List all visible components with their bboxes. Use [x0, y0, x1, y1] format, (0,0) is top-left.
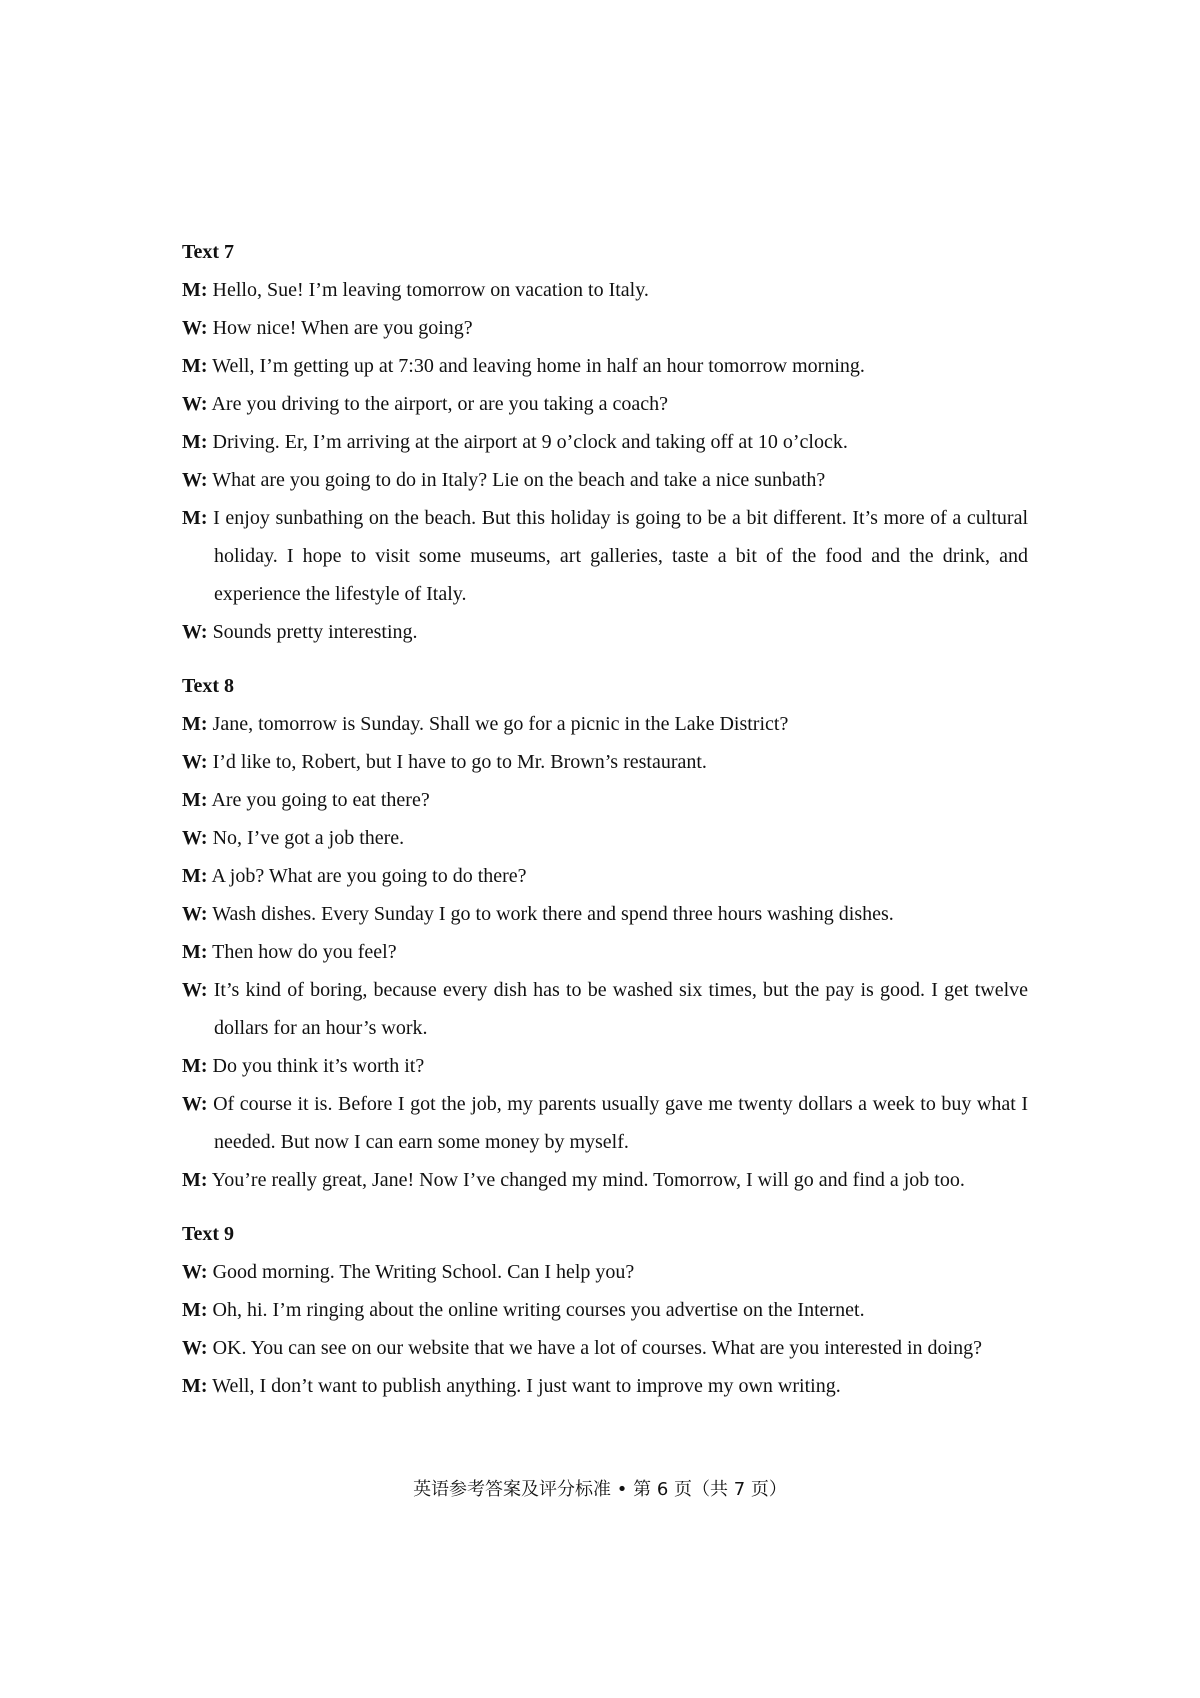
- speaker-label: W:: [182, 621, 208, 643]
- speaker-label: M:: [182, 713, 208, 735]
- speaker-label: W:: [182, 1261, 208, 1283]
- speaker-label: M:: [182, 279, 208, 301]
- speaker-label: M:: [182, 1299, 208, 1321]
- speaker-label: W:: [182, 827, 208, 849]
- line-text: Sounds pretty interesting.: [207, 621, 418, 643]
- speaker-label: M:: [182, 1375, 208, 1397]
- dialogue-line: [182, 1367, 1028, 1405]
- speaker-label: M:: [182, 941, 208, 963]
- dialogue-line: [182, 1291, 1028, 1329]
- dialogue-line: [182, 933, 1028, 971]
- line-text: Hello, Sue! I’m leaving tomorrow on vacation to Italy.: [207, 279, 649, 301]
- line-text: Are you driving to the airport, or are you taking a coach?: [207, 393, 668, 415]
- dialogue-line: [182, 613, 1028, 651]
- dialogue-line: [182, 895, 1028, 933]
- line-text: A job? What are you going to do there?: [207, 865, 527, 887]
- line-text: I’d like to, Robert, but I have to go to Mr. Brown’s restaurant.: [207, 751, 707, 773]
- speaker-label: M:: [182, 355, 208, 377]
- dialogue-line: [182, 857, 1028, 895]
- dialogue-line: [182, 781, 1028, 819]
- line-text: No, I’ve got a job there.: [207, 827, 405, 849]
- speaker-label: M:: [182, 865, 208, 887]
- line-text: Well, I don’t want to publish anything. I just want to improve my own writing.: [207, 1375, 841, 1397]
- dialogue-line: [182, 461, 1028, 499]
- speaker-label: W:: [182, 979, 208, 1001]
- line-text: It’s kind of boring, because every dish has to be washed six times, but the pay is good. I get twelve dollars for an hour’s work.: [207, 979, 1028, 1039]
- speaker-label: M:: [182, 1055, 208, 1077]
- speaker-label: W:: [182, 469, 208, 491]
- line-text: Well, I’m getting up at 7:30 and leaving home in half an hour tomorrow morning.: [207, 355, 865, 377]
- dialogue-line: [182, 1047, 1028, 1085]
- line-text: Good morning. The Writing School. Can I help you?: [207, 1261, 635, 1283]
- line-text: Are you going to eat there?: [207, 789, 430, 811]
- line-text: Then how do you feel?: [207, 941, 397, 963]
- dialogue-line: [182, 1253, 1028, 1291]
- dialogue-line: [182, 271, 1028, 309]
- dialogue-line: [182, 971, 1028, 1047]
- dialogue-line: [182, 1329, 1028, 1367]
- dialogue-line: [182, 705, 1028, 743]
- speaker-label: W:: [182, 751, 208, 773]
- section-title: Text 9: [182, 1223, 235, 1245]
- line-text: Do you think it’s worth it?: [207, 1055, 425, 1077]
- line-text: I enjoy sunbathing on the beach. But this holiday is going to be a bit different. It’s more of a cultural holiday. I hope to visit some museums, art galleries, taste a bit of the food and the drink, and experience the lifestyle of Italy.: [207, 507, 1028, 605]
- line-text: Wash dishes. Every Sunday I go to work there and spend three hours washing dishes.: [207, 903, 894, 925]
- line-text: Oh, hi. I’m ringing about the online writing courses you advertise on the Internet.: [207, 1299, 865, 1321]
- dialogue-line: [182, 309, 1028, 347]
- line-text: Of course it is. Before I got the job, my parents usually gave me twenty dollars a week to buy what I needed. But now I can earn some money by myself.: [207, 1093, 1028, 1153]
- dialogue-line: [182, 1085, 1028, 1161]
- dialogue-line: [182, 385, 1028, 423]
- line-text: You’re really great, Jane! Now I’ve changed my mind. Tomorrow, I will go and find a job too.: [207, 1169, 965, 1191]
- line-text: Driving. Er, I’m arriving at the airport at 9 o’clock and taking off at 10 o’clock.: [207, 431, 848, 453]
- dialogue-line: [182, 819, 1028, 857]
- page-footer: 英语参考答案及评分标准 • 第 6 页（共 7 页）: [413, 1479, 787, 1500]
- dialogue-line: [182, 347, 1028, 385]
- speaker-label: W:: [182, 1337, 208, 1359]
- line-text: OK. You can see on our website that we have a lot of courses. What are you interested in doing?: [207, 1337, 982, 1359]
- dialogue-section: [182, 233, 1028, 651]
- speaker-label: M:: [182, 431, 208, 453]
- line-text: What are you going to do in Italy? Lie on the beach and take a nice sunbath?: [207, 469, 826, 491]
- dialogue-section: [182, 1215, 1028, 1405]
- dialogue-line: [182, 499, 1028, 613]
- speaker-label: W:: [182, 1093, 208, 1115]
- line-text: Jane, tomorrow is Sunday. Shall we go for a picnic in the Lake District?: [207, 713, 789, 735]
- section-title: Text 8: [182, 675, 235, 697]
- speaker-label: M:: [182, 1169, 208, 1191]
- document-body: [182, 233, 1028, 1405]
- speaker-label: M:: [182, 789, 208, 811]
- section-title: Text 7: [182, 241, 235, 263]
- line-text: How nice! When are you going?: [207, 317, 473, 339]
- speaker-label: W:: [182, 903, 208, 925]
- dialogue-section: [182, 667, 1028, 1199]
- dialogue-line: [182, 1161, 1028, 1199]
- speaker-label: W:: [182, 317, 208, 339]
- speaker-label: M:: [182, 507, 208, 529]
- dialogue-line: [182, 423, 1028, 461]
- dialogue-line: [182, 743, 1028, 781]
- speaker-label: W:: [182, 393, 208, 415]
